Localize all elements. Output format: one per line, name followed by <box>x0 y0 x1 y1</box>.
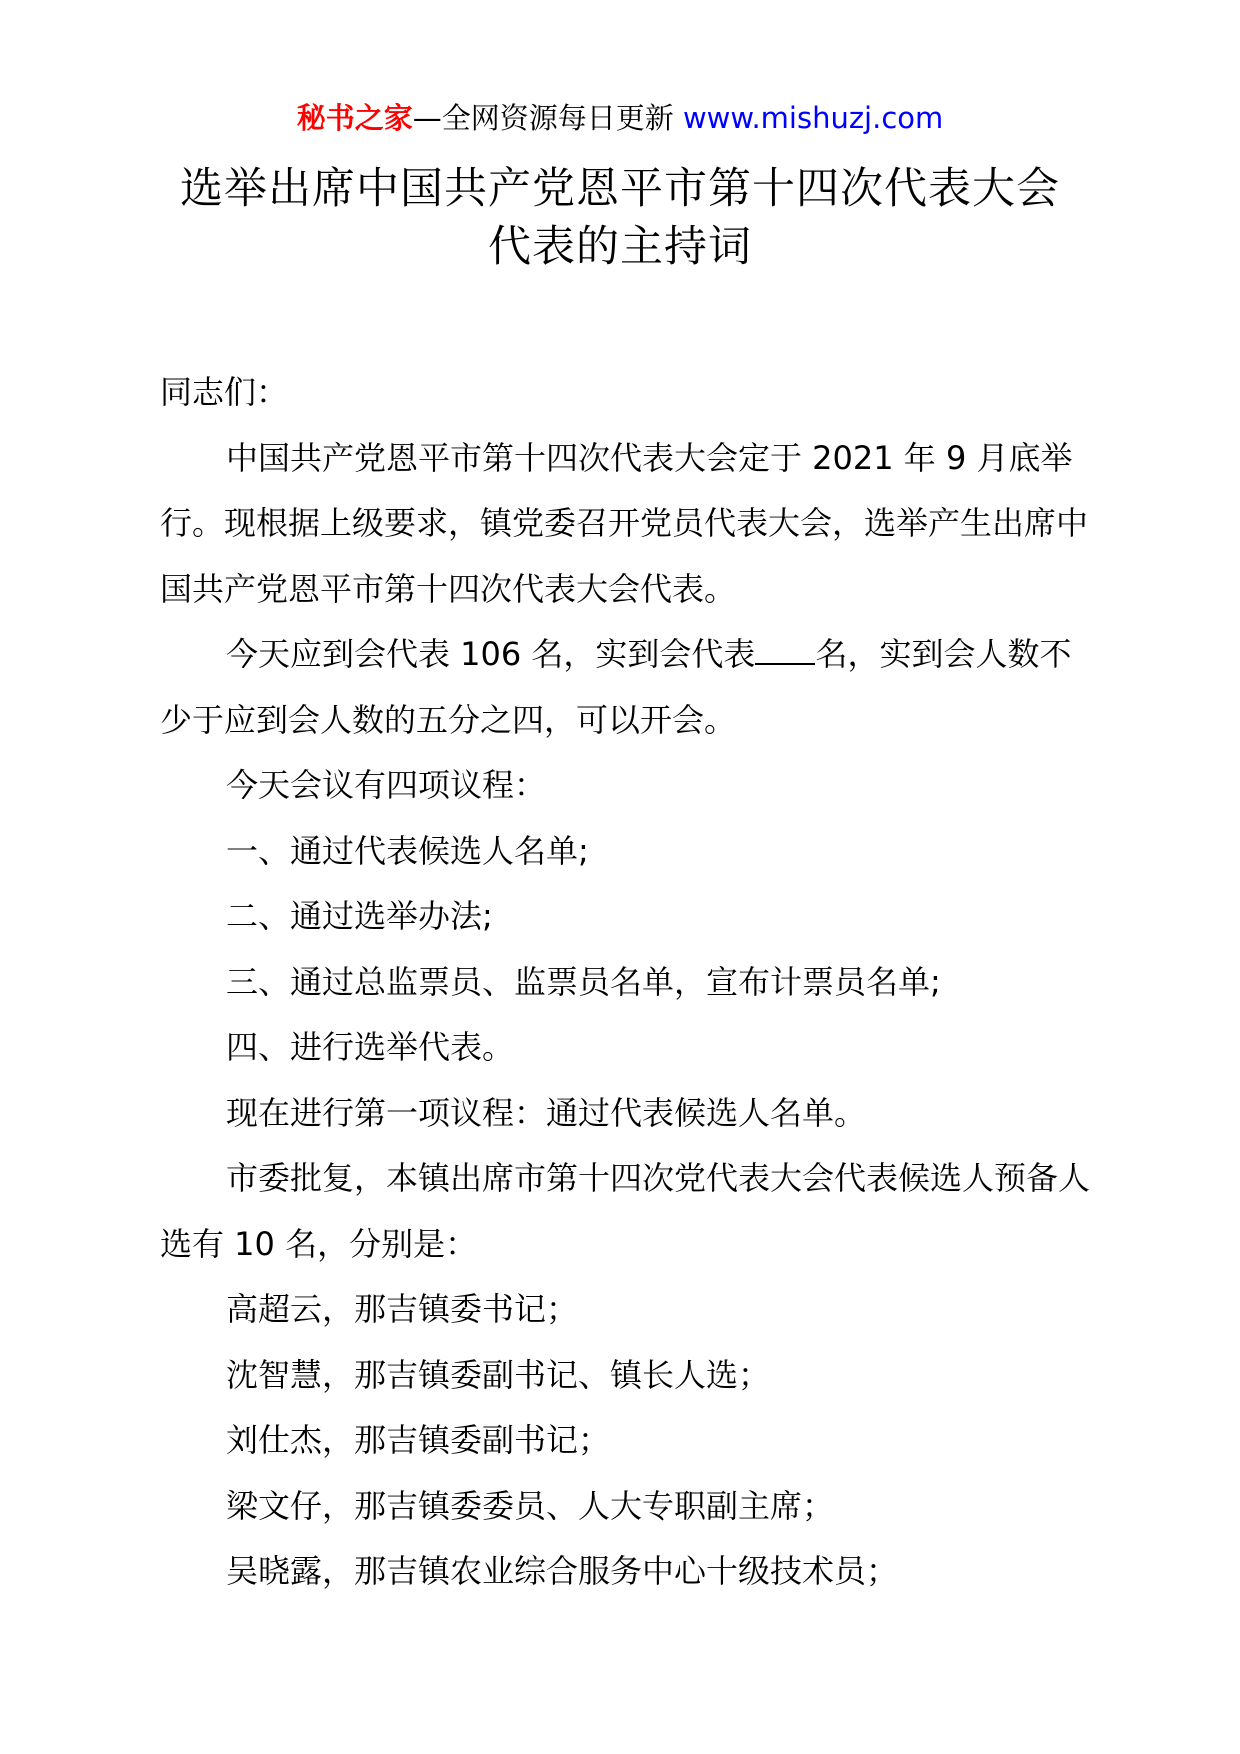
title-line-1: 选举出席中国共产党恩平市第十四次代表大会 <box>180 164 1060 214</box>
agenda-item: 三、通过总监票员、监票员名单，宣布计票员名单; <box>226 962 941 1001</box>
banner-brand: 秘书之家 <box>296 101 413 135</box>
candidate-item: 吴晓露，那吉镇农业综合服务中心十级技术员； <box>226 1552 899 1590</box>
salutation: 同志们： <box>160 373 289 411</box>
attendance-text-a: 今天应到会代表 106 名，实到会代表 <box>226 635 756 673</box>
attendance-text-b: 名，实到会人数不少于应到会人数的五分之四，可以开会。 <box>160 635 1072 739</box>
document-title <box>100 160 1140 276</box>
paragraph-meeting-date: 中国共产党恩平市第十四次代表大会定于 2021 年 9 月底举行。现根据上级要求，镇党委召开党员代表大会，选举产生出席中国共产党恩平市第十四次代表大会代表。 <box>160 438 1089 608</box>
banner-tagline: —全网资源每日更新 <box>412 101 683 135</box>
agenda-item: 四、进行选举代表。 <box>226 1028 515 1066</box>
candidate-item: 高超云，那吉镇委书记； <box>226 1290 579 1328</box>
paragraph-agenda-intro: 今天会议有四项议程： <box>226 766 547 804</box>
agenda-item: 一、通过代表候选人名单; <box>226 831 589 870</box>
attendance-blank <box>755 635 815 665</box>
candidate-item: 刘仕杰，那吉镇委副书记； <box>226 1421 611 1459</box>
paragraph-attendance <box>160 622 1090 753</box>
candidate-item: 梁文仔，那吉镇委委员、人大专职副主席； <box>226 1486 835 1525</box>
candidate-item: 沈智慧，那吉镇委副书记、镇长人选； <box>226 1355 771 1394</box>
site-banner <box>0 98 1240 138</box>
banner-url-link[interactable]: www.mishuzj.com <box>682 101 944 135</box>
document-body <box>160 360 1090 1605</box>
paragraph-candidates-intro: 市委批复，本镇出席市第十四次党代表大会代表候选人预备人选有 10 名，分别是： <box>160 1159 1091 1263</box>
paragraph-first-agenda: 现在进行第一项议程：通过代表候选人名单。 <box>226 1093 867 1132</box>
title-line-2: 代表的主持词 <box>488 222 752 272</box>
agenda-item: 二、通过选举办法; <box>226 897 493 935</box>
